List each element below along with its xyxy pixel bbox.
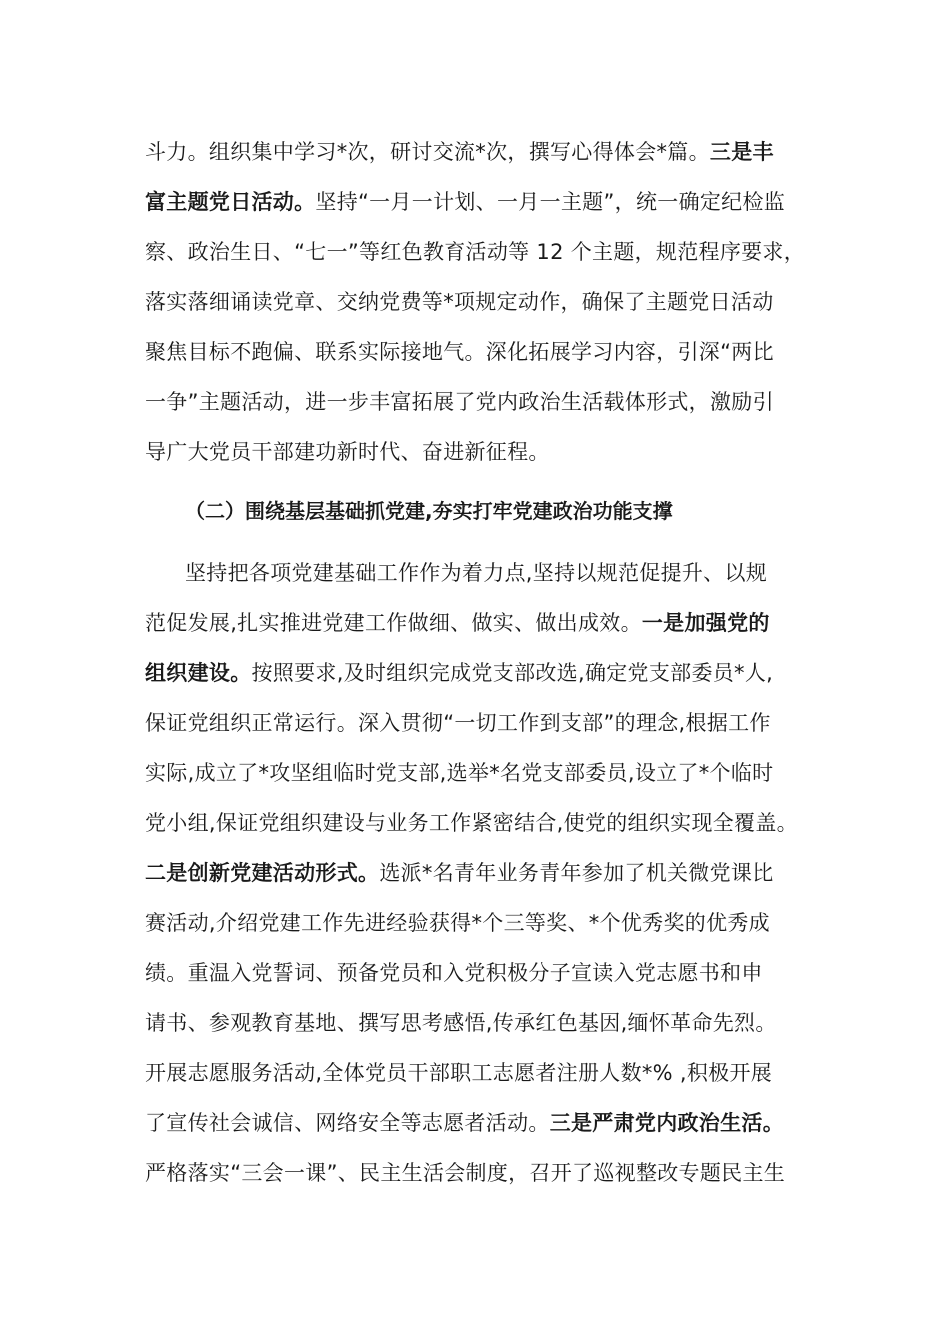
text-line [145,648,825,698]
text-run: 按照要求,及时组织完成党支部改选,确定党支部委员*人, [251,661,774,685]
text-line [145,848,825,898]
text-line: 保证党组织正常运行。深入贯彻“一切工作到支部”的理念,根据工作 [145,711,771,735]
text-line: 聚焦目标不跑偏、联系实际接地气。深化拓展学习内容，引深“两比 [145,340,774,364]
text-line [145,598,825,648]
text-line: 实际,成立了*攻坚组临时党支部,选举*名党支部委员,设立了*个临时 [145,761,774,785]
text-run: 斗力。组织集中学习*次，研讨交流*次，撰写心得体会*篇。 [145,140,710,164]
section-heading-text: （二）围绕基层基础抓党建,夯实打牢党建政治功能支撑 [185,499,673,523]
text-run: 范促发展,扎实推进党建工作做细、做实、做出成效。 [145,611,642,635]
text-run: 了宣传社会诚信、网络安全等志愿者活动。 [145,1111,550,1135]
text-line: 绩。重温入党誓词、预备党员和入党积极分子宣读入党志愿书和申 [145,961,763,985]
paragraph-continued [145,127,825,477]
bold-text-run: 富主题党日活动。 [145,190,316,214]
bold-text-run: 三是严肃党内政治生活。 [549,1111,785,1135]
text-line: 赛活动,介绍党建工作先进经验获得*个三等奖、*个优秀奖的优秀成 [145,911,770,935]
text-line: 导广大党员干部建功新时代、奋进新征程。 [145,440,550,464]
paragraph-basic-party-building [145,548,825,1198]
bold-text-run: 二是创新党建活动形式。 [145,861,380,885]
text-line [145,177,825,227]
text-line: 严格落实“三会一课”、民主生活会制度，召开了巡视整改专题民主生 [145,1161,786,1185]
text-line: 请书、参观教育基地、撰写思考感悟,传承红色基因,缅怀革命先烈。 [145,1011,777,1035]
text-line: 坚持把各项党建基础工作作为着力点,坚持以规范促提升、以规 [185,561,768,585]
text-run: 选派*名青年业务青年参加了机关微党课比 [379,861,774,885]
bold-text-run: 组织建设。 [145,661,252,685]
bold-text-run: 一是加强党的 [641,611,770,635]
text-line [145,127,825,177]
text-line [145,1098,825,1148]
bold-text-run: 三是丰 [709,140,774,164]
section-heading [145,486,825,536]
text-line: 党小组,保证党组织建设与业务工作紧密结合,使党的组织实现全覆盖。 [145,811,798,835]
text-line: 一争”主题活动，进一步丰富拓展了党内政治生活载体形式，激励引 [145,390,774,414]
text-line: 落实落细诵读党章、交纳党费等*项规定动作，确保了主题党日活动 [145,290,774,314]
text-line: 开展志愿服务活动,全体党员干部职工志愿者注册人数*% ,积极开展 [145,1061,773,1085]
text-run: 坚持“一月一计划、一月一主题”，统一确定纪检监 [315,190,786,214]
text-line: 察、政治生日、“七一”等红色教育活动等 12 个主题，规范程序要求， [145,240,806,264]
